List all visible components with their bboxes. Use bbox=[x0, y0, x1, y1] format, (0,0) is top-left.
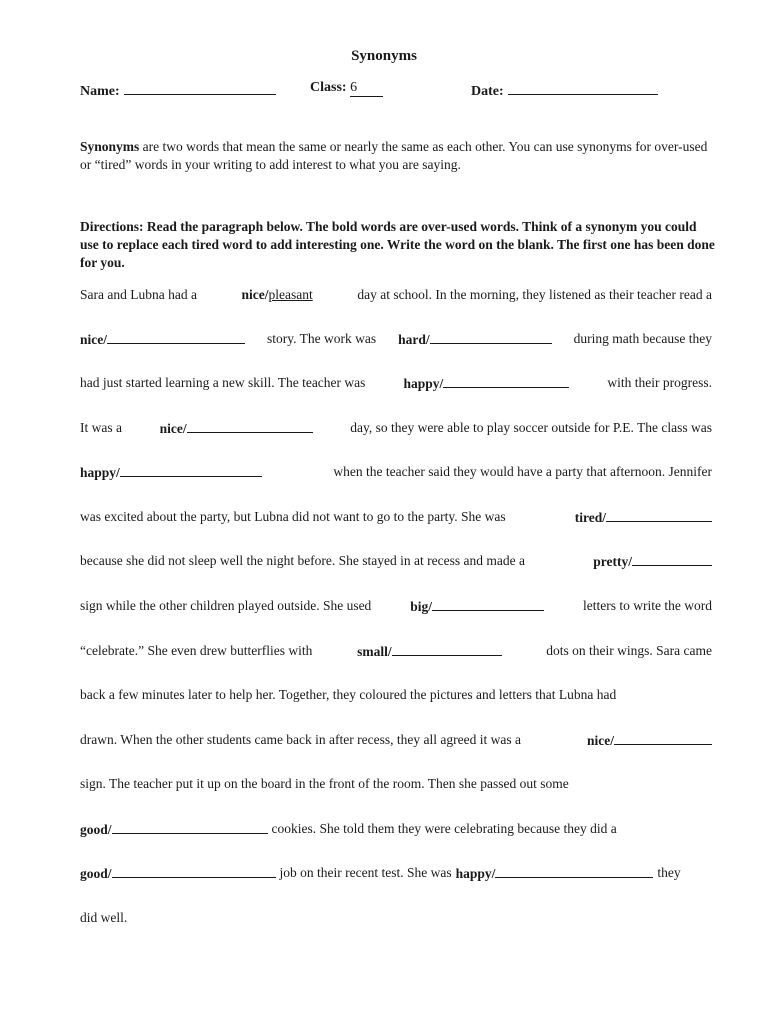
story-line-12: sign. The teacher put it up on the board in the front of the room. Then she passed out some bbox=[80, 776, 569, 791]
name-blank[interactable] bbox=[124, 80, 276, 95]
story-line-11: drawn. When the other students came back in after recess, they all agreed it was a nice/ bbox=[80, 730, 712, 750]
date-label: Date: bbox=[471, 84, 504, 99]
intro-term: Synonyms bbox=[80, 139, 140, 154]
answer-blank[interactable] bbox=[614, 730, 712, 745]
example-answer: pleasant bbox=[268, 287, 313, 302]
answer-blank[interactable] bbox=[495, 863, 653, 878]
story-line-4: It was a nice/ day, so they were able to play soccer outside for P.E. The class was bbox=[80, 420, 712, 436]
name-field[interactable] bbox=[80, 80, 276, 100]
story-line-10: back a few minutes later to help her. Together, they coloured the pictures and letters that Lubna had bbox=[80, 687, 617, 702]
story-line-8: sign while the other children played outside. She used big/ letters to write the word bbox=[80, 598, 712, 614]
story-line-6: was excited about the party, but Lubna did not want to go to the party. She was tired/ bbox=[80, 507, 712, 527]
story-line-9: “celebrate.” She even drew butterflies with small/ dots on their wings. Sara came bbox=[80, 643, 712, 659]
answer-blank[interactable] bbox=[432, 596, 544, 611]
intro-text: are two words that mean the same or nearly the same as each other. You can use synonyms for over-used or “tired” words in your writing to add interest to what you are saying. bbox=[80, 139, 708, 172]
story-line-3: had just started learning a new skill. The teacher was happy/ with their progress. bbox=[80, 375, 712, 391]
answer-blank[interactable] bbox=[443, 373, 569, 388]
answer-blank[interactable] bbox=[107, 329, 245, 344]
story-line-7: because she did not sleep well the night before. She stayed in at recess and made a pretty/ bbox=[80, 551, 712, 571]
page-title: Synonyms bbox=[351, 48, 417, 64]
date-blank[interactable] bbox=[508, 80, 658, 95]
story-line-1: Sara and Lubna had a nice/pleasant day at school. In the morning, they listened as their teacher read a bbox=[80, 287, 712, 302]
class-field[interactable] bbox=[310, 80, 383, 97]
name-label: Name: bbox=[80, 84, 120, 99]
answer-blank[interactable] bbox=[606, 507, 712, 522]
answer-blank[interactable] bbox=[430, 329, 552, 344]
story-line-15: did well. bbox=[80, 910, 128, 925]
class-label: Class: bbox=[310, 80, 347, 95]
answer-blank[interactable] bbox=[120, 462, 262, 477]
story-line-13: good/ cookies. She told them they were celebrating because they did a bbox=[80, 821, 617, 837]
answer-blank[interactable] bbox=[392, 641, 502, 656]
intro-paragraph bbox=[80, 138, 716, 174]
answer-blank[interactable] bbox=[632, 551, 712, 566]
answer-blank[interactable] bbox=[112, 819, 268, 834]
story-line-5: happy/ when the teacher said they would have a party that afternoon. Jennifer bbox=[80, 464, 712, 480]
story-line-2: nice/ story. The work was hard/ during math because they bbox=[80, 331, 712, 347]
answer-blank[interactable] bbox=[187, 418, 313, 433]
date-field[interactable] bbox=[471, 80, 658, 100]
class-value[interactable]: 6 bbox=[350, 80, 383, 97]
directions-paragraph: Directions: Read the paragraph below. The bold words are over-used words. Think of a synonym you could use to replace each tired word to add interesting one. Write the word on the blank. The first one has been done for you. bbox=[80, 219, 715, 270]
answer-blank[interactable] bbox=[112, 863, 276, 878]
header-fields bbox=[80, 80, 712, 100]
story-line-14: good/ job on their recent test. She was happy/ they bbox=[80, 865, 681, 881]
